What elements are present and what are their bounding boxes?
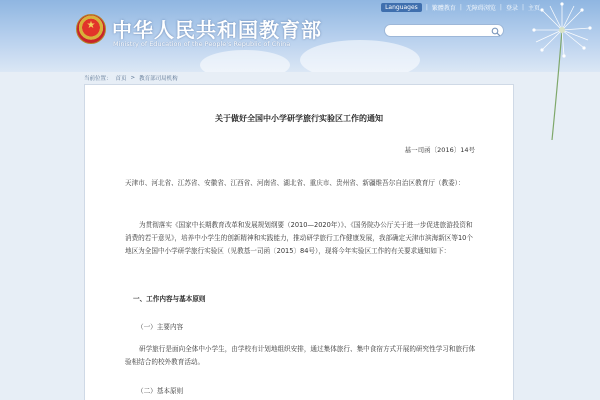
search-input[interactable] [385, 33, 503, 44]
site-subtitle: Ministry of Education of the People's Republic of China [113, 40, 291, 48]
nav-separator: | [459, 4, 462, 11]
breadcrumb-home-link[interactable]: 首页 [115, 76, 127, 82]
nav-separator: | [425, 4, 428, 11]
site-header [0, 0, 600, 72]
nav-login-link[interactable]: 登录 [505, 5, 518, 12]
national-emblem-icon[interactable]: ★ [76, 14, 106, 44]
languages-link[interactable]: Languages [381, 3, 422, 12]
search-box [384, 24, 504, 37]
search-icon [491, 27, 501, 37]
cloud-decoration [300, 40, 420, 72]
search-button[interactable] [490, 25, 502, 36]
breadcrumb [84, 74, 178, 82]
nav-traditional-chinese-link[interactable]: 繁體教育 [431, 5, 456, 12]
subsection-heading: （二）基本原则 [137, 387, 184, 395]
document-title: 关于做好全国中小学研学旅行实验区工作的通知 [215, 114, 383, 123]
breadcrumb-label: 当前位置： [84, 76, 112, 82]
breadcrumb-current-link[interactable]: 教育部司局机构 [139, 76, 178, 82]
section-heading: 一、工作内容与基本原则 [133, 295, 206, 303]
cloud-decoration [200, 50, 290, 72]
document-paragraph: 研学旅行是面向全体中小学生，由学校有计划地组织安排，通过集体旅行、集中食宿方式开展的研究性学习和旅行体验相结合的校外教育活动。 [125, 345, 476, 366]
site-title[interactable]: 中华人民共和国教育部 [112, 18, 322, 42]
subsection-heading: （一）主要内容 [137, 323, 184, 331]
document-number: 基一司函〔2016〕14号 [404, 146, 475, 154]
document-paragraph: 为贯彻落实《国家中长期教育改革和发展规划纲要（2010—2020年）》、《国务院办公厅关于进一步促进旅游投资和消费的若干意见》，培养中小学生的创新精神和实践能力，推动研学旅行工作健康发展，我部确定天津市滨海新区等10个地区为全国中小学研学旅行实验区（见教基一司函〔2015〕84号），现将今年实验区工作的有关要求通知如下： [125, 221, 473, 255]
top-navigation [381, 3, 540, 12]
document-addressee: 天津市、河北省、江苏省、安徽省、江西省、河南省、湖北省、重庆市、贵州省、新疆维吾尔自治区教育厅（教委）： [125, 179, 465, 187]
article-card [84, 84, 514, 400]
nav-separator: | [499, 4, 502, 11]
breadcrumb-separator: > [130, 75, 136, 81]
nav-accessibility-link[interactable]: 无障碍浏览 [465, 5, 496, 12]
nav-home-link[interactable]: 主页 [527, 5, 540, 12]
nav-separator: | [521, 4, 524, 11]
